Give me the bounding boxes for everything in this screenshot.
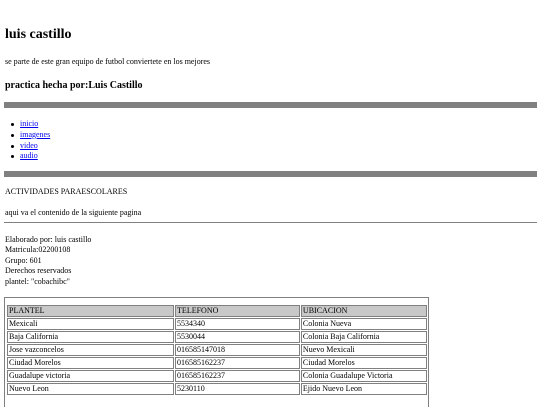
cell-telefono: 016585147018 xyxy=(175,344,300,356)
footer-matricula: Matricula:02200108 xyxy=(5,245,71,255)
cell-telefono: 016585162237 xyxy=(175,370,300,382)
divider-thin xyxy=(4,222,537,223)
table-row xyxy=(7,344,427,356)
nav-link-imagenes[interactable]: imagenes xyxy=(20,129,51,139)
table-row xyxy=(7,357,427,369)
cell-ubicacion: Ejido Nuevo Leon xyxy=(301,383,427,395)
cell-ubicacion: Colonia Guadalupe Victoria xyxy=(301,370,427,382)
divider-middle xyxy=(4,171,537,177)
cell-telefono: 5534340 xyxy=(175,318,300,330)
credit-heading: practica hecha por:Luis Castillo xyxy=(5,80,143,91)
table-row xyxy=(7,370,427,382)
bullet-icon xyxy=(11,145,14,148)
page-title: luis castillo xyxy=(5,27,72,42)
footer-info xyxy=(5,235,91,287)
section-heading: ACTIVIDADES PARAESCOLARES xyxy=(5,187,128,196)
cell-plantel: Ciudad Morelos xyxy=(7,357,174,369)
cell-plantel: Guadalupe victoria xyxy=(7,370,174,382)
cell-telefono: 5230110 xyxy=(175,383,300,395)
cell-plantel: Mexicali xyxy=(7,318,174,330)
nav-item-imagenes xyxy=(10,130,50,141)
nav-list xyxy=(10,119,50,162)
bullet-icon xyxy=(11,123,14,126)
cell-telefono: 5530044 xyxy=(175,331,300,343)
nav-link-video[interactable]: video xyxy=(20,140,38,150)
footer-rights: Derechos reservados xyxy=(5,266,72,276)
table-frame xyxy=(4,297,429,407)
section-text: aqui va el contenido de la siguiente pagina xyxy=(5,208,142,217)
cell-plantel: Jose vazconcelos xyxy=(7,344,174,356)
cell-telefono: 016585162237 xyxy=(175,357,300,369)
column-header-ubicacion: UBICACION xyxy=(301,305,427,317)
footer-plantel: plantel: "cobachibc" xyxy=(5,276,70,286)
nav-item-video xyxy=(10,141,50,152)
table-row xyxy=(7,318,427,330)
nav-link-inicio[interactable]: inicio xyxy=(20,119,39,128)
nav-item-audio xyxy=(10,151,50,162)
cell-ubicacion: Colonia Nueva xyxy=(301,318,427,330)
divider-top xyxy=(4,102,537,108)
bullet-icon xyxy=(11,155,14,158)
table-row xyxy=(7,383,427,395)
column-header-plantel: PLANTEL xyxy=(7,305,174,317)
footer-grupo: Grupo: 601 xyxy=(5,255,42,265)
column-header-telefono: TELEFONO xyxy=(175,305,300,317)
tagline: se parte de este gran equipo de futbol conviertete en los mejores xyxy=(5,57,211,66)
plantel-table xyxy=(6,304,428,396)
table-header-row xyxy=(7,305,427,317)
bullet-icon xyxy=(11,134,14,137)
cell-plantel: Baja California xyxy=(7,331,174,343)
nav-link-audio[interactable]: audio xyxy=(20,151,38,161)
cell-ubicacion: Nuevo Mexicali xyxy=(301,344,427,356)
cell-plantel: Nuevo Leon xyxy=(7,383,174,395)
cell-ubicacion: Ciudad Morelos xyxy=(301,357,427,369)
table-row xyxy=(7,331,427,343)
footer-author: Elaborado por: luis castillo xyxy=(5,235,92,244)
cell-ubicacion: Colonia Baja California xyxy=(301,331,427,343)
nav-item-inicio xyxy=(10,119,50,130)
